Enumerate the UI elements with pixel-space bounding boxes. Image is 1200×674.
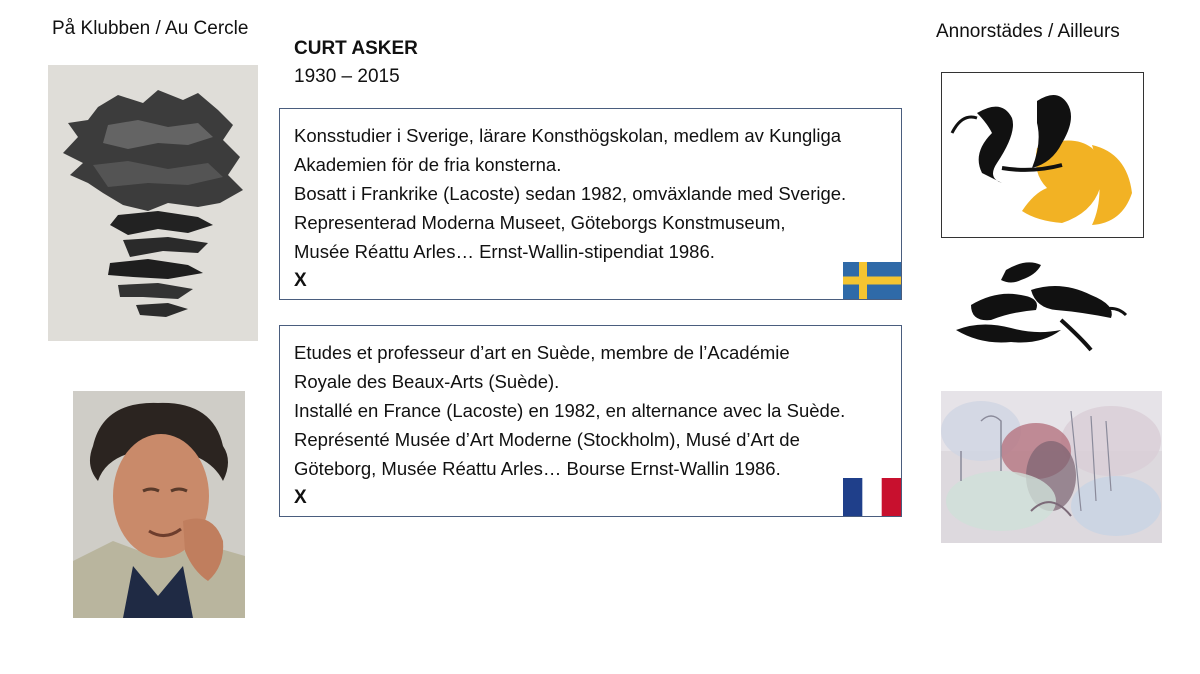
swedish-flag-icon <box>843 262 901 299</box>
artist-years: 1930 – 2015 <box>294 66 400 87</box>
left-artwork-image <box>48 65 258 341</box>
french-bio-line: Etudes et professeur d’art en Suède, membre de l’Académie <box>294 342 790 363</box>
swedish-bio-line: Konsstudier i Sverige, lärare Konsthögskolan, medlem av Kungliga <box>294 125 842 146</box>
swedish-bio-line: Bosatt i Frankrike (Lacoste) sedan 1982, omväxlande med Sverige. <box>294 183 847 204</box>
right-artwork-pastel <box>941 391 1162 543</box>
right-column-heading: Annorstädes / Ailleurs <box>936 21 1120 42</box>
swedish-x-mark: X <box>294 270 307 291</box>
french-bio-line: Installé en France (Lacoste) en 1982, en alternance avec la Suède. <box>294 400 846 421</box>
left-column-heading: På Klubben / Au Cercle <box>52 18 249 39</box>
french-flag-icon <box>843 478 901 516</box>
french-bio-line: Royale des Beaux-Arts (Suède). <box>294 371 560 392</box>
swedish-bio-line: Representerad Moderna Museet, Göteborgs Konstmuseum, <box>294 212 786 233</box>
french-x-mark: X <box>294 487 307 508</box>
french-bio-line: Représenté Musée d’Art Moderne (Stockholm), Musé d’Art de <box>294 429 800 450</box>
artist-name: CURT ASKER <box>294 38 418 59</box>
right-artwork-ink-yellow <box>941 72 1144 238</box>
swedish-bio-box <box>279 108 902 300</box>
swedish-bio-line: Akademien för de fria konsterna. <box>294 154 562 175</box>
swedish-bio-line: Musée Réattu Arles… Ernst-Wallin-stipendiat 1986. <box>294 241 715 262</box>
right-artwork-ink-brush <box>941 250 1144 367</box>
artist-portrait-photo <box>73 391 245 618</box>
french-bio-line: Göteborg, Musée Réattu Arles… Bourse Ernst-Wallin 1986. <box>294 458 781 479</box>
french-bio-box <box>279 325 902 517</box>
